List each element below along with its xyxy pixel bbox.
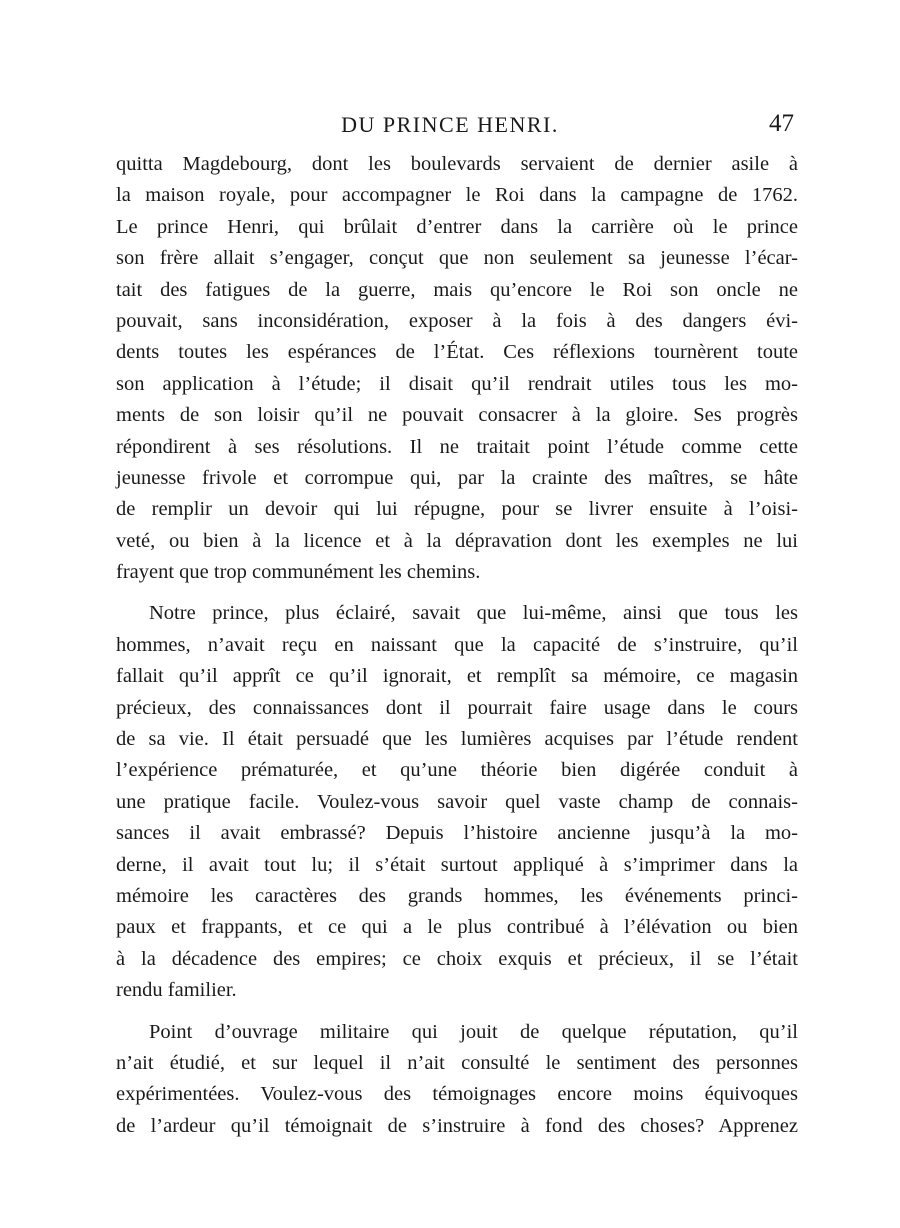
paragraph (116, 598, 798, 1006)
text-line: pouvait, sans inconsidération, exposer à la fois à des dangers évi- (116, 309, 798, 332)
paragraph (116, 149, 798, 588)
page-number: 47 (769, 110, 794, 137)
text-line: de l’ardeur qu’il témoignait de s’instruire à fond des choses? Apprenez (116, 1114, 798, 1137)
text-line: fallait qu’il apprît ce qu’il ignorait, et remplît sa mémoire, ce magasin (116, 665, 798, 688)
text-line: son application à l’étude; il disait qu’il rendrait utiles tous les mo- (116, 372, 798, 395)
text-line: frayent que trop communément les chemins. (116, 561, 481, 584)
body-text (116, 149, 798, 1142)
text-line: la maison royale, pour accompagner le Roi dans la campagne de 1762. (116, 184, 798, 207)
text-line: hommes, n’avait reçu en naissant que la capacité de s’instruire, qu’il (116, 633, 798, 656)
text-line: mémoire les caractères des grands hommes, les événements princi- (116, 884, 798, 907)
text-line: précieux, des connaissances dont il pourrait faire usage dans le cours (116, 696, 798, 719)
running-title: DU PRINCE HENRI. (341, 112, 559, 137)
text-line: quitta Magdebourg, dont les boulevards servaient de dernier asile à (116, 153, 798, 175)
text-line: Notre prince, plus éclairé, savait que lui-même, ainsi que tous les (149, 602, 798, 625)
text-line: dents toutes les espérances de l’État. Ces réflexions tournèrent toute (116, 341, 798, 364)
text-line: sances il avait embrassé? Depuis l’histoire ancienne jusqu’à la mo- (116, 822, 798, 845)
text-line: Le prince Henri, qui brûlait d’entrer dans la carrière où le prince (116, 215, 798, 238)
text-line: Point d’ouvrage militaire qui jouit de quelque réputation, qu’il (149, 1020, 798, 1043)
text-line: une pratique facile. Voulez-vous savoir quel vaste champ de connais- (116, 790, 798, 813)
text-line: jeunesse frivole et corrompue qui, par la crainte des maîtres, se hâte (116, 466, 798, 489)
running-head (0, 108, 900, 144)
text-line: de remplir un devoir qui lui répugne, pour se livrer ensuite à l’oisi- (116, 498, 798, 521)
text-line: ments de son loisir qu’il ne pouvait consacrer à la gloire. Ses progrès (116, 404, 798, 427)
text-line: veté, ou bien à la licence et à la dépravation dont les exemples ne lui (116, 529, 798, 552)
paragraph (116, 1017, 798, 1143)
text-line: expérimentées. Voulez-vous des témoignages encore moins équivoques (116, 1083, 798, 1106)
text-line: paux et frappants, et ce qui a le plus contribué à l’élévation ou bien (116, 916, 798, 939)
text-line: de sa vie. Il était persuadé que les lumières acquises par l’étude rendent (116, 728, 798, 751)
text-line: derne, il avait tout lu; il s’était surtout appliqué à s’imprimer dans la (116, 853, 798, 876)
text-line: à la décadence des empires; ce choix exquis et précieux, il se l’était (116, 947, 798, 970)
text-line: l’expérience prématurée, et qu’une théorie bien digérée conduit à (116, 759, 798, 782)
text-line: n’ait étudié, et sur lequel il n’ait consulté le sentiment des personnes (116, 1051, 798, 1074)
text-line: répondirent à ses résolutions. Il ne traitait point l’étude comme cette (116, 435, 798, 458)
text-line: tait des fatigues de la guerre, mais qu’encore le Roi son oncle ne (116, 278, 798, 301)
paragraph-gap (116, 588, 798, 598)
paragraph-gap (116, 1007, 798, 1017)
text-line: rendu familier. (116, 979, 237, 1002)
text-line: son frère allait s’engager, conçut que non seulement sa jeunesse l’écar- (116, 247, 798, 270)
